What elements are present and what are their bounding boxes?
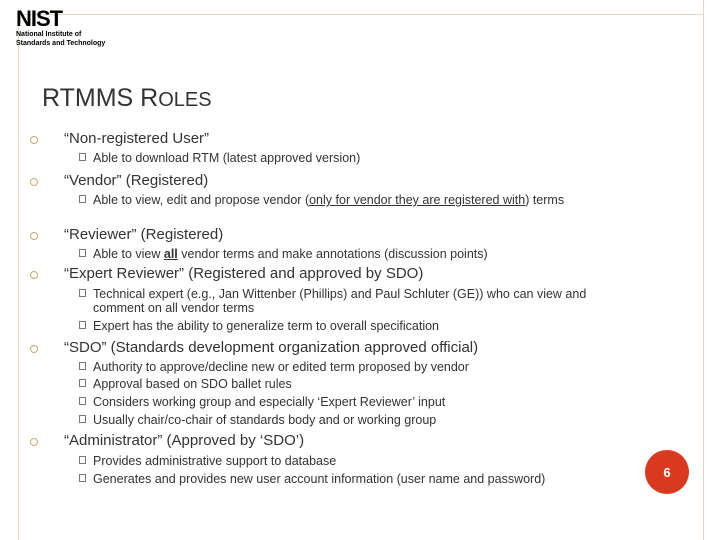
slide-frame-left <box>18 14 19 540</box>
slide-number-badge: 6 <box>645 450 689 494</box>
item-text: ) terms <box>525 193 565 207</box>
role-label: “Administrator” (Approved by ‘SDO’) <box>64 432 305 449</box>
sub-bullet-icon <box>79 397 86 405</box>
role-item: Generates and provides new user account information (user name and password) <box>93 472 546 486</box>
role-label: “Expert Reviewer” (Registered and approved by SDO) <box>64 265 424 282</box>
sub-bullet-icon <box>79 321 86 329</box>
item-underlined: only for vendor they are registered with <box>309 193 526 207</box>
item-text: vendor terms and make annotations (discussion points) <box>177 247 488 261</box>
role-item: Considers working group and especially ‘Expert Reviewer’ input <box>93 395 446 409</box>
item-text: Able to view, edit and propose vendor ( <box>93 193 310 207</box>
sub-bullet-icon <box>79 379 86 387</box>
bullet-icon <box>30 178 38 186</box>
sub-bullet-icon <box>79 289 86 297</box>
sub-bullet-icon <box>79 249 86 257</box>
sub-bullet-icon <box>79 456 86 464</box>
sub-bullet-icon <box>79 195 86 203</box>
role-item: Usually chair/co-chair of standards body and or working group <box>93 413 437 427</box>
role-item: Expert has the ability to generalize term to overall specification <box>93 319 440 333</box>
role-item <box>93 247 638 261</box>
bullet-icon <box>30 345 38 353</box>
logo-word: NIST <box>16 6 63 31</box>
role-label: “Reviewer” (Registered) <box>64 226 224 243</box>
slide-frame-right <box>703 0 704 540</box>
sub-bullet-icon <box>79 415 86 423</box>
role-item: Approval based on SDO ballet rules <box>93 377 292 391</box>
bullet-icon <box>30 438 38 446</box>
sub-bullet-icon <box>79 153 86 161</box>
role-item: Able to download RTM (latest approved version) <box>93 151 361 165</box>
bullet-icon <box>30 232 38 240</box>
bullet-icon <box>30 136 38 144</box>
role-label: “Vendor” (Registered) <box>64 172 209 189</box>
item-bold: all <box>163 247 178 261</box>
role-item: Provides administrative support to database <box>93 454 337 468</box>
title-rest: OLES <box>158 89 212 111</box>
role-item <box>93 193 638 207</box>
logo-line1: National Institute of <box>16 31 82 38</box>
item-text: Able to view <box>93 247 164 261</box>
slide-title <box>42 84 212 114</box>
nist-logo <box>16 8 136 52</box>
bullet-icon <box>30 271 38 279</box>
role-item: Technical expert (e.g., Jan Wittenber (Phillips) and Paul Schluter (GE)) who can view and comment on all vendor terms <box>93 287 587 315</box>
logo-line2: Standards and Technology <box>16 40 106 47</box>
sub-bullet-icon <box>79 474 86 482</box>
role-label: “SDO” (Standards development organization approved official) <box>64 339 479 356</box>
title-first: RTMMS R <box>42 84 159 112</box>
role-label: “Non-registered User” <box>64 130 210 147</box>
role-item: Authority to approve/decline new or edited term proposed by vendor <box>93 360 469 374</box>
sub-bullet-icon <box>79 362 86 370</box>
